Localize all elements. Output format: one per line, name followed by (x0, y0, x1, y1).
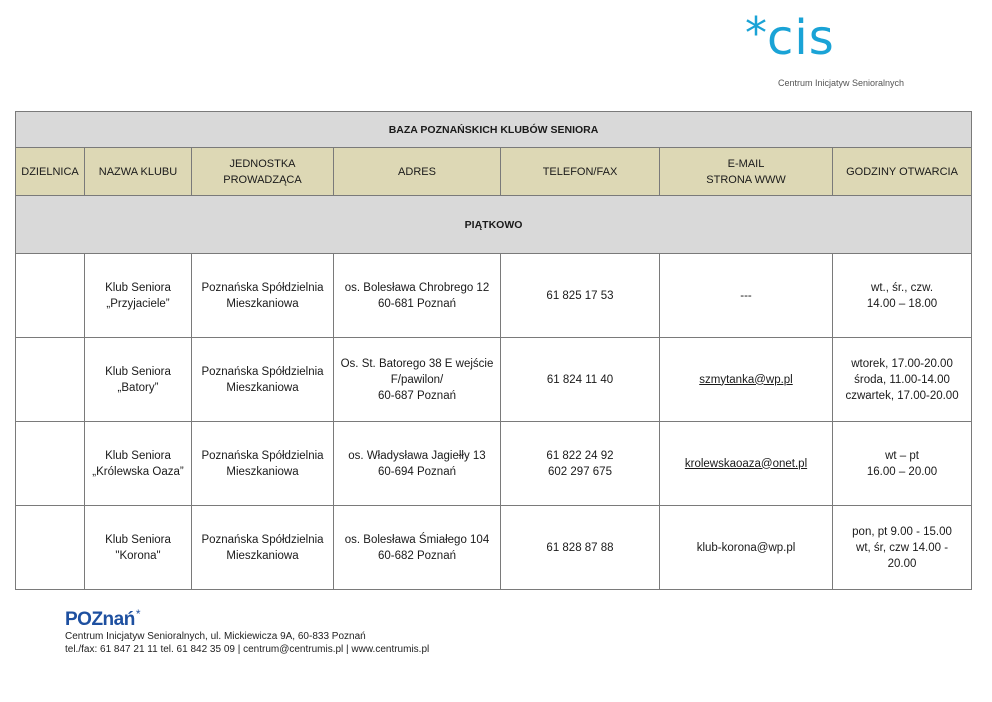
section-title: PIĄTKOWO (16, 196, 972, 254)
table-row (16, 254, 972, 338)
cis-logo-mark (745, 10, 835, 70)
table-title-row (16, 112, 972, 148)
cell-club-name: Klub Seniora „Przyjaciele” (85, 254, 192, 338)
cell-unit: Poznańska Spółdzielnia Mieszkaniowa (192, 422, 334, 506)
header-club-name: NAZWA KLUBU (85, 148, 192, 196)
cell-email (660, 422, 833, 506)
cell-address: os. Bolesława Śmiałego 104 60-682 Poznań (334, 506, 501, 590)
header-hours: GODZINY OTWARCIA (833, 148, 972, 196)
cell-phone: 61 825 17 53 (501, 254, 660, 338)
cis-logo-text: cis (767, 10, 835, 66)
cell-club-name: Klub Seniora "Korona" (85, 506, 192, 590)
email-link[interactable]: krolewskaoaza@onet.pl (684, 457, 808, 470)
cis-logo (745, 10, 945, 90)
header-unit: JEDNOSTKA PROWADZĄCA (192, 148, 334, 196)
header-address: ADRES (334, 148, 501, 196)
cell-email (660, 338, 833, 422)
table-row (16, 338, 972, 422)
cell-unit: Poznańska Spółdzielnia Mieszkaniowa (192, 506, 334, 590)
footer-address: Centrum Inicjatyw Senioralnych, ul. Mickiewicza 9A, 60-833 Poznań (65, 631, 366, 642)
cell-phone: 61 828 87 88 (501, 506, 660, 590)
cell-district (16, 422, 85, 506)
cell-hours: wtorek, 17.00-20.00 środa, 11.00-14.00 czwartek, 17.00-20.00 (833, 338, 972, 422)
header-phone: TELEFON/FAX (501, 148, 660, 196)
header-district: DZIELNICA (16, 148, 85, 196)
footer-contact: tel./fax: 61 847 21 11 tel. 61 842 35 09 | centrum@centrumis.pl | www.centrumis.pl (65, 644, 430, 655)
cell-district (16, 506, 85, 590)
cell-email: --- (660, 254, 833, 338)
poznan-logo-text: POZnań (65, 609, 135, 630)
poznan-logo (65, 608, 429, 630)
cell-unit: Poznańska Spółdzielnia Mieszkaniowa (192, 254, 334, 338)
asterisk-icon: * (135, 607, 141, 621)
header-email: E-MAIL STRONA WWW (660, 148, 833, 196)
section-row (16, 196, 972, 254)
table-row (16, 506, 972, 590)
cell-phone: 61 824 11 40 (501, 338, 660, 422)
cell-address: os. Bolesława Chrobrego 12 60-681 Poznań (334, 254, 501, 338)
cell-club-name: Klub Seniora „Batory” (85, 338, 192, 422)
table-title: BAZA POZNAŃSKICH KLUBÓW SENIORA (16, 112, 972, 148)
cell-phone: 61 822 24 92 602 297 675 (501, 422, 660, 506)
cell-club-name: Klub Seniora „Królewska Oaza” (85, 422, 192, 506)
cell-address: os. Władysława Jagiełły 13 60-694 Poznań (334, 422, 501, 506)
email-text[interactable]: klub-korona@wp.pl (696, 541, 796, 554)
cell-email (660, 506, 833, 590)
table-header-row (16, 148, 972, 196)
footer (65, 608, 429, 656)
cis-logo-subtitle: Centrum Inicjatyw Senioralnych (778, 78, 905, 88)
clubs-table (15, 111, 972, 590)
cell-unit: Poznańska Spółdzielnia Mieszkaniowa (192, 338, 334, 422)
cell-district (16, 254, 85, 338)
table-row (16, 422, 972, 506)
cell-district (16, 338, 85, 422)
cell-hours: wt – pt 16.00 – 20.00 (833, 422, 972, 506)
cell-hours: wt., śr., czw. 14.00 – 18.00 (833, 254, 972, 338)
cell-address: Os. St. Batorego 38 E wejście F/pawilon/ 60-687 Poznań (334, 338, 501, 422)
cell-hours: pon, pt 9.00 - 15.00 wt, śr, czw 14.00 - 20.00 (833, 506, 972, 590)
asterisk-icon: * (745, 8, 767, 59)
email-link[interactable]: szmytanka@wp.pl (699, 373, 793, 386)
